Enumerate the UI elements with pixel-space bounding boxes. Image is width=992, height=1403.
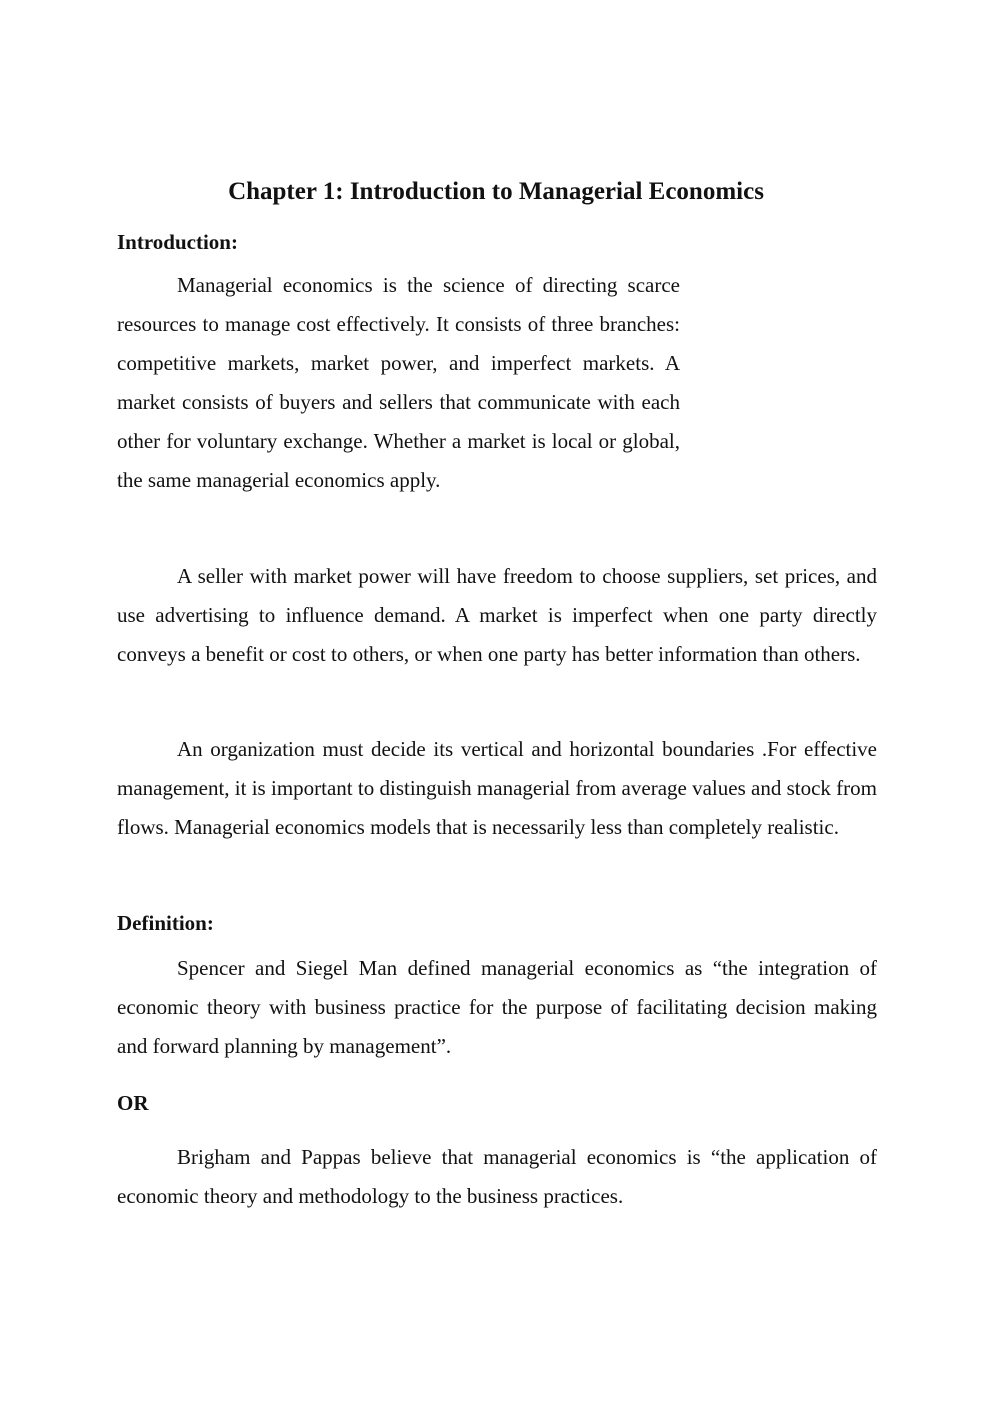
definition-heading: Definition: xyxy=(117,911,214,935)
introduction-paragraph-2: A seller with market power will have freedom to choose suppliers, set prices, and use advertising to influence demand. A market is imperfect when one party directly conveys a benefit or cost to others, or when one party has better information than others. xyxy=(117,564,877,666)
page-title: Chapter 1: Introduction to Managerial Economics xyxy=(228,178,764,205)
introduction-paragraph-1: Managerial economics is the science of directing scarce resources to manage cost effectively. It consists of three branches: competitive markets, market power, and imperfect markets. A market consists of buyers and sellers that communicate with each other for voluntary exchange. Whether a market is local or global, the same managerial economics apply. xyxy=(117,273,680,492)
introduction-heading: Introduction: xyxy=(117,230,238,254)
introduction-paragraph-3: An organization must decide its vertical and horizontal boundaries .For effective management, it is important to distinguish managerial from average values and stock from flows. Managerial economics models that is necessarily less than completely realistic. xyxy=(117,737,877,839)
definition-paragraph: Spencer and Siegel Man defined managerial economics as “the integration of economic theory with business practice for the purpose of facilitating decision making and forward planning by management”. xyxy=(117,956,877,1058)
or-paragraph: Brigham and Pappas believe that managerial economics is “the application of economic theory and methodology to the business practices. xyxy=(117,1145,877,1208)
or-heading: OR xyxy=(117,1091,149,1115)
